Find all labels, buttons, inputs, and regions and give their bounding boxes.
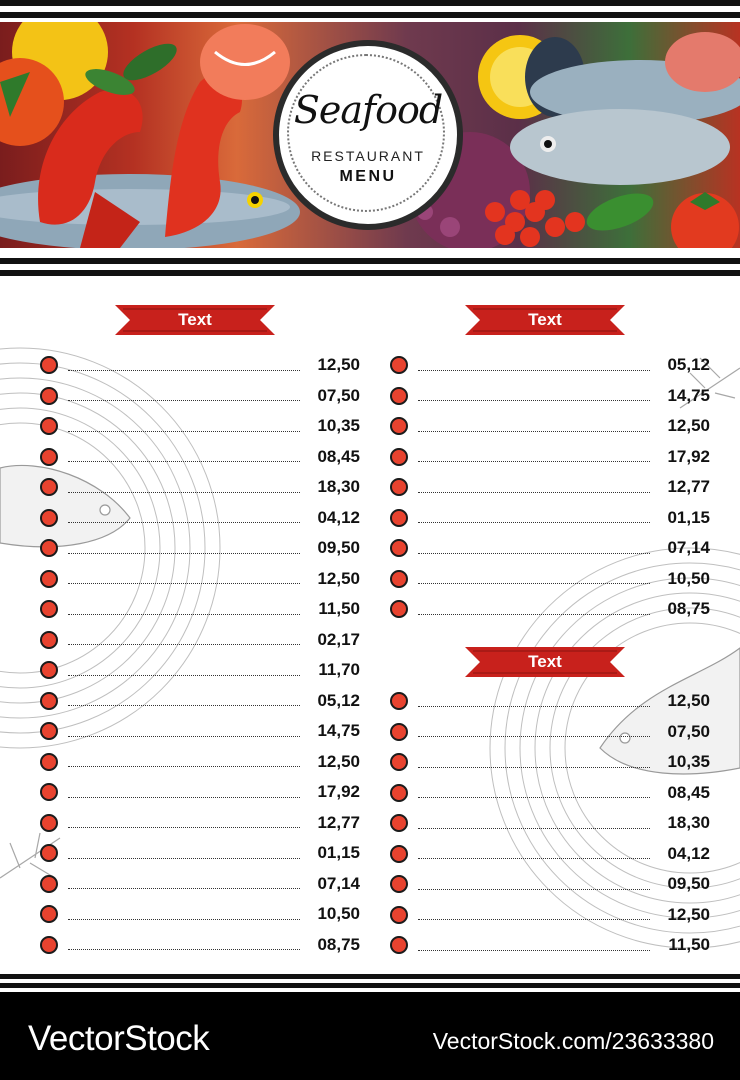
menu-item-price: 10,35 — [317, 416, 360, 436]
menu-item-price: 12,77 — [317, 812, 360, 832]
logo-dotted-ring — [287, 54, 445, 212]
bullet-dot-icon — [390, 387, 408, 405]
bullet-dot-icon — [40, 631, 58, 649]
bullet-dot-icon — [40, 722, 58, 740]
dotted-leader-line — [418, 736, 650, 737]
dotted-leader-line — [418, 614, 650, 615]
bullet-dot-icon — [390, 539, 408, 557]
dotted-leader-line — [68, 614, 300, 615]
bullet-dot-icon — [390, 723, 408, 741]
menu-item-price: 12,50 — [317, 568, 360, 588]
menu-item-row — [390, 747, 710, 778]
bullet-dot-icon — [40, 875, 58, 893]
dotted-leader-line — [68, 644, 300, 645]
bullet-dot-icon — [40, 844, 58, 862]
menu-item-row — [40, 869, 360, 900]
dotted-leader-line — [418, 889, 650, 890]
bullet-dot-icon — [390, 509, 408, 527]
top-stripe-1 — [0, 0, 740, 6]
menu-item-price: 09,50 — [317, 538, 360, 558]
bullet-dot-icon — [390, 356, 408, 374]
bullet-dot-icon — [390, 814, 408, 832]
menu-item-price: 07,50 — [317, 385, 360, 405]
bottom-stripe-2 — [0, 983, 740, 988]
menu-item-price: 11,50 — [668, 935, 710, 955]
footer-brand: VectorStock — [28, 1019, 210, 1058]
bullet-dot-icon — [390, 906, 408, 924]
menu-item-price: 12,50 — [667, 416, 710, 436]
menu-item-row — [40, 594, 360, 625]
menu-item-price: 08,45 — [317, 446, 360, 466]
bullet-dot-icon — [390, 845, 408, 863]
menu-item-price: 09,50 — [667, 874, 710, 894]
menu-item-row — [390, 808, 710, 839]
bullet-dot-icon — [390, 570, 408, 588]
dotted-leader-line — [68, 766, 300, 767]
menu-item-price: 10,50 — [317, 904, 360, 924]
menu-item-price: 08,75 — [667, 599, 710, 619]
menu-item-price: 04,12 — [317, 507, 360, 527]
restaurant-logo — [279, 46, 457, 224]
menu-item-row — [390, 778, 710, 809]
dotted-leader-line — [418, 858, 650, 859]
menu-item-price: 17,92 — [317, 782, 360, 802]
dotted-leader-line — [68, 370, 300, 371]
dotted-leader-line — [418, 492, 650, 493]
menu-item-row — [390, 839, 710, 870]
dotted-leader-line — [68, 675, 300, 676]
section-title-right-top: Text — [528, 310, 562, 329]
dotted-leader-line — [418, 461, 650, 462]
menu-list-right-bottom — [390, 686, 710, 961]
menu-item-row — [40, 716, 360, 747]
menu-item-row — [390, 869, 710, 900]
dotted-leader-line — [68, 522, 300, 523]
section-ribbon-right-top — [465, 303, 625, 337]
mid-stripe-1 — [0, 258, 740, 264]
bullet-dot-icon — [40, 783, 58, 801]
menu-item-row — [40, 381, 360, 412]
logo-subtitle: RESTAURANT — [311, 148, 425, 164]
menu-item-price: 12,50 — [667, 691, 710, 711]
menu-item-price: 10,50 — [667, 568, 710, 588]
dotted-leader-line — [68, 736, 300, 737]
menu-item-price: 14,75 — [667, 385, 710, 405]
dotted-leader-line — [68, 797, 300, 798]
menu-item-row — [390, 411, 710, 442]
menu-item-row — [40, 564, 360, 595]
bullet-dot-icon — [390, 600, 408, 618]
bullet-dot-icon — [40, 539, 58, 557]
section-ribbon-right-bottom — [465, 645, 625, 679]
menu-item-row — [40, 411, 360, 442]
dotted-leader-line — [418, 950, 650, 951]
menu-item-price: 01,15 — [667, 507, 710, 527]
menu-item-row — [40, 442, 360, 473]
dotted-leader-line — [68, 919, 300, 920]
dotted-leader-line — [418, 400, 650, 401]
bullet-dot-icon — [40, 936, 58, 954]
bullet-dot-icon — [40, 753, 58, 771]
menu-item-row — [390, 533, 710, 564]
mid-stripe-2 — [0, 270, 740, 276]
menu-item-row — [390, 442, 710, 473]
menu-item-price: 18,30 — [667, 813, 710, 833]
menu-item-row — [390, 381, 710, 412]
menu-item-price: 10,35 — [667, 752, 710, 772]
dotted-leader-line — [418, 431, 650, 432]
menu-item-row — [390, 503, 710, 534]
bullet-dot-icon — [40, 692, 58, 710]
bullet-dot-icon — [390, 417, 408, 435]
menu-item-price: 08,45 — [667, 782, 710, 802]
menu-item-row — [40, 899, 360, 930]
menu-item-row — [40, 808, 360, 839]
menu-item-price: 05,12 — [667, 355, 710, 375]
menu-list-left — [40, 350, 360, 960]
bullet-dot-icon — [390, 936, 408, 954]
dotted-leader-line — [418, 919, 650, 920]
menu-item-row — [390, 350, 710, 381]
bullet-dot-icon — [40, 661, 58, 679]
menu-item-price: 11,50 — [318, 599, 360, 619]
dotted-leader-line — [418, 522, 650, 523]
menu-item-price: 12,50 — [317, 355, 360, 375]
dotted-leader-line — [418, 797, 650, 798]
section-title-left: Text — [178, 310, 212, 329]
menu-item-row — [40, 686, 360, 717]
bullet-dot-icon — [40, 356, 58, 374]
menu-item-price: 01,15 — [317, 843, 360, 863]
menu-item-price: 07,14 — [317, 873, 360, 893]
dotted-leader-line — [68, 949, 300, 950]
dotted-leader-line — [68, 400, 300, 401]
menu-item-row — [40, 503, 360, 534]
footer-image-id: VectorStock.com/23633380 — [432, 1028, 714, 1054]
menu-item-price: 14,75 — [317, 721, 360, 741]
dotted-leader-line — [68, 553, 300, 554]
dotted-leader-line — [418, 583, 650, 584]
bullet-dot-icon — [390, 753, 408, 771]
menu-item-price: 11,70 — [318, 660, 360, 680]
menu-item-row — [40, 747, 360, 778]
menu-item-row — [40, 625, 360, 656]
menu-item-row — [390, 930, 710, 961]
bullet-dot-icon — [40, 387, 58, 405]
menu-item-row — [40, 472, 360, 503]
menu-item-row — [40, 777, 360, 808]
menu-item-row — [390, 686, 710, 717]
dotted-leader-line — [418, 370, 650, 371]
menu-item-price: 12,50 — [317, 751, 360, 771]
dotted-leader-line — [418, 706, 650, 707]
menu-item-row — [390, 472, 710, 503]
bullet-dot-icon — [40, 509, 58, 527]
dotted-leader-line — [418, 767, 650, 768]
logo-script-title: Seafood — [293, 88, 443, 132]
section-ribbon-left — [115, 303, 275, 337]
menu-item-price: 07,50 — [667, 721, 710, 741]
menu-item-row — [390, 564, 710, 595]
menu-item-row — [390, 594, 710, 625]
section-title-right-bottom: Text — [528, 652, 562, 671]
top-stripe-2 — [0, 12, 740, 18]
menu-item-price: 02,17 — [317, 629, 360, 649]
dotted-leader-line — [68, 492, 300, 493]
bullet-dot-icon — [390, 692, 408, 710]
menu-item-row — [40, 930, 360, 961]
menu-item-row — [40, 533, 360, 564]
bullet-dot-icon — [40, 448, 58, 466]
dotted-leader-line — [418, 828, 650, 829]
menu-item-price: 05,12 — [317, 690, 360, 710]
seafood-hero-banner — [0, 22, 740, 248]
menu-item-price: 12,50 — [667, 904, 710, 924]
dotted-leader-line — [68, 888, 300, 889]
dotted-leader-line — [68, 583, 300, 584]
dotted-leader-line — [68, 827, 300, 828]
logo-menu-label: MENU — [339, 168, 397, 185]
dotted-leader-line — [68, 705, 300, 706]
menu-item-price: 17,92 — [667, 446, 710, 466]
bullet-dot-icon — [390, 478, 408, 496]
menu-item-row — [40, 350, 360, 381]
menu-item-price: 04,12 — [667, 843, 710, 863]
dotted-leader-line — [68, 858, 300, 859]
bullet-dot-icon — [40, 905, 58, 923]
menu-item-row — [40, 838, 360, 869]
bullet-dot-icon — [390, 448, 408, 466]
dotted-leader-line — [68, 431, 300, 432]
menu-list-right-top — [390, 350, 710, 625]
bottom-stripe-1 — [0, 974, 740, 979]
bullet-dot-icon — [40, 478, 58, 496]
menu-item-row — [390, 717, 710, 748]
menu-item-price: 07,14 — [667, 538, 710, 558]
menu-item-row — [40, 655, 360, 686]
menu-item-price: 18,30 — [317, 477, 360, 497]
bullet-dot-icon — [40, 600, 58, 618]
bullet-dot-icon — [40, 417, 58, 435]
bullet-dot-icon — [40, 570, 58, 588]
menu-item-row — [390, 900, 710, 931]
menu-item-price: 08,75 — [317, 934, 360, 954]
dotted-leader-line — [418, 553, 650, 554]
menu-item-price: 12,77 — [667, 477, 710, 497]
dotted-leader-line — [68, 461, 300, 462]
bullet-dot-icon — [390, 784, 408, 802]
bullet-dot-icon — [40, 814, 58, 832]
bullet-dot-icon — [390, 875, 408, 893]
